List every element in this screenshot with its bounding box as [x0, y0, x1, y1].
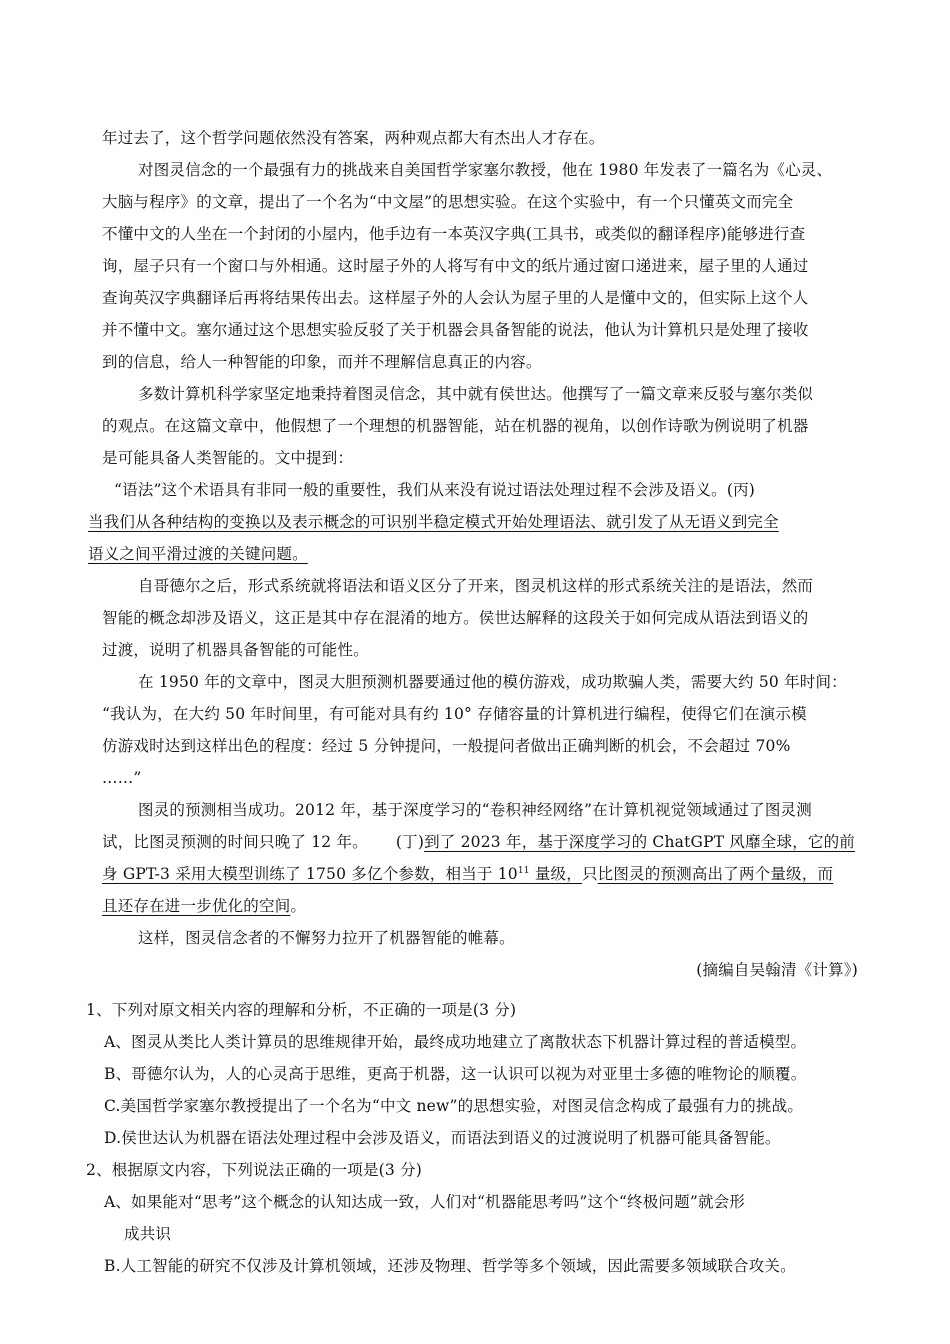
underlined-chatgpt: 到了 2023 年，基于深度学习的 ChatGPT 风靡全球，它的前: [424, 833, 856, 851]
paragraph-godel-line-2: 智能的概念却涉及语义，这正是其中存在混淆的地方。侯世达解释的这段关于如何完成从语法到语义的: [102, 609, 809, 627]
paragraph-godel-line-1: 自哥德尔之后，形式系统就将语法和语义区分了开来，图灵机这样的形式系统关注的是语法，然而: [138, 577, 814, 595]
plain-zhi: 只: [581, 865, 598, 883]
paragraph-success-line-4: 且还存在进一步优化的空间。: [102, 897, 307, 915]
quote-turing-line-1: “我认为，在大约 50 年时间里，有可能对具有约 10° 存储容量的计算机进行编程，使得它们在演示模: [102, 705, 807, 723]
paragraph-godel-line-3: 过渡，说明了机器具备智能的可能性。: [102, 641, 369, 659]
underlined-gpt3-c: 比图灵的预测高出了两个量级，而: [597, 865, 834, 883]
question-1-stem: 1、下列对原文相关内容的理解和分析，不正确的一项是(3 分): [86, 1001, 517, 1019]
quote-syntax-underlined-line-3: 语义之间平滑过渡的关键问题。: [88, 545, 308, 563]
question-1-option-c: C.美国哲学家塞尔教授提出了一个名为“中文 new”的思想实验，对图灵信念构成了最强有力的挑战。: [104, 1097, 804, 1115]
quote-syntax-underlined-line-2: 当我们从各种结构的变换以及表示概念的可识别半稳定模式开始处理语法、就引发了从无语义到完全: [88, 513, 779, 531]
source-citation: (摘编自吴翰清《计算》): [696, 961, 858, 979]
paragraph-success-line-3: [102, 864, 833, 884]
quote-syntax-line-1: “语法”这个术语具有非同一般的重要性，我们从来没有说过语法处理过程不会涉及语义。(丙): [114, 481, 756, 499]
paragraph-success-line-1: 图灵的预测相当成功。2012 年，基于深度学习的“卷积神经网络”在计算机视觉领域通过了图灵测: [138, 801, 812, 819]
question-2-option-a-line-1: A、如果能对“思考”这个概念的认知达成一致，人们对“机器能思考吗”这个“终极问题”就会形: [104, 1193, 746, 1211]
paragraph-1950-prediction: 在 1950 年的文章中，图灵大胆预测机器要通过他的模仿游戏，成功欺骗人类，需要大约 50 年时间：: [138, 673, 847, 691]
question-1-option-d: D.侯世达认为机器在语法处理过程中会涉及语义，而语法到语义的过渡说明了机器可能具备智能。: [104, 1129, 781, 1147]
underlined-optimization: 且还存在进一步优化的空间: [102, 897, 291, 915]
question-2-option-b: B.人工智能的研究不仅涉及计算机领域，还涉及物理、哲学等多个领域，因此需要多领域联合攻关。: [104, 1257, 796, 1275]
paragraph-hofstadter-line-1: 多数计算机科学家坚定地秉持着图灵信念，其中就有侯世达。他撰写了一篇文章来反驳与塞尔类似: [138, 385, 814, 403]
question-1-option-b: B、哥德尔认为，人的心灵高于思维，更高于机器，这一认识可以视为对亚里士多德的唯物论的顺覆。: [104, 1065, 807, 1083]
paragraph-hofstadter-line-3: 是可能具备人类智能的。文中提到：: [102, 449, 354, 467]
marker-ding: (丁): [395, 833, 425, 851]
paragraph-chinese-room-line-2: 大脑与程序》的文章，提出了一个名为“中文屋”的思想实验。在这个实验中，有一个只懂英文而完全: [102, 193, 794, 211]
paragraph-conclusion: 这样，图灵信念者的不懈努力拉开了机器智能的帷幕。: [138, 929, 515, 947]
paragraph-chinese-room-line-7: 到的信息，给人一种智能的印象，而并不理解信息真正的内容。: [102, 353, 542, 371]
sentence-2012: 试，比图灵预测的时间只晚了 12 年。: [102, 833, 368, 851]
question-2-option-a-line-2: 成共识: [124, 1225, 172, 1243]
quote-turing-line-3: ……”: [102, 769, 142, 787]
paragraph-hofstadter-line-2: 的观点。在这篇文章中，他假想了一个理想的机器智能，站在机器的视角，以创作诗歌为例说明了机器: [102, 417, 809, 435]
paragraph-success-line-2: [102, 832, 855, 852]
paragraph-continuation: 年过去了，这个哲学问题依然没有答案，两种观点都大有杰出人才存在。: [102, 129, 605, 147]
underlined-gpt3-a: 身 GPT-3 采用大模型训练了 1750 多亿个参数，相当于 $10^{11}$ 量级，: [102, 865, 582, 883]
quote-turing-line-2: 仿游戏时达到这样出色的程度：经过 5 分钟提问，一般提问者做出正确判断的机会，不会超过 70%: [102, 737, 791, 755]
paragraph-chinese-room-line-5: 查询英汉字典翻译后再将结果传出去。这样屋子外的人会认为屋子里的人是懂中文的，但实际上这个人: [102, 289, 809, 307]
paragraph-chinese-room-line-6: 并不懂中文。塞尔通过这个思想实验反驳了关于机器会具备智能的说法，他认为计算机只是处理了接收: [102, 321, 809, 339]
paragraph-chinese-room-line-3: 不懂中文的人坐在一个封闭的小屋内，他手边有一本英汉字典(工具书，或类似的翻译程序)能够进行查: [102, 225, 806, 243]
question-2-stem: 2、根据原文内容，下列说法正确的一项是(3 分): [86, 1161, 423, 1179]
paragraph-chinese-room-line-4: 询，屋子只有一个窗口与外相通。这时屋子外的人将写有中文的纸片通过窗口递进来，屋子里的人通过: [102, 257, 809, 275]
exponent-superscript: 11: [517, 866, 530, 876]
paragraph-chinese-room-line-1: 对图灵信念的一个最强有力的挑战来自美国哲学家塞尔教授，他在 1980 年发表了一篇名为《心灵、: [138, 161, 833, 179]
question-1-option-a: A、图灵从类比人类计算员的思维规律开始，最终成功地建立了离散状态下机器计算过程的普适模型。: [104, 1033, 807, 1051]
